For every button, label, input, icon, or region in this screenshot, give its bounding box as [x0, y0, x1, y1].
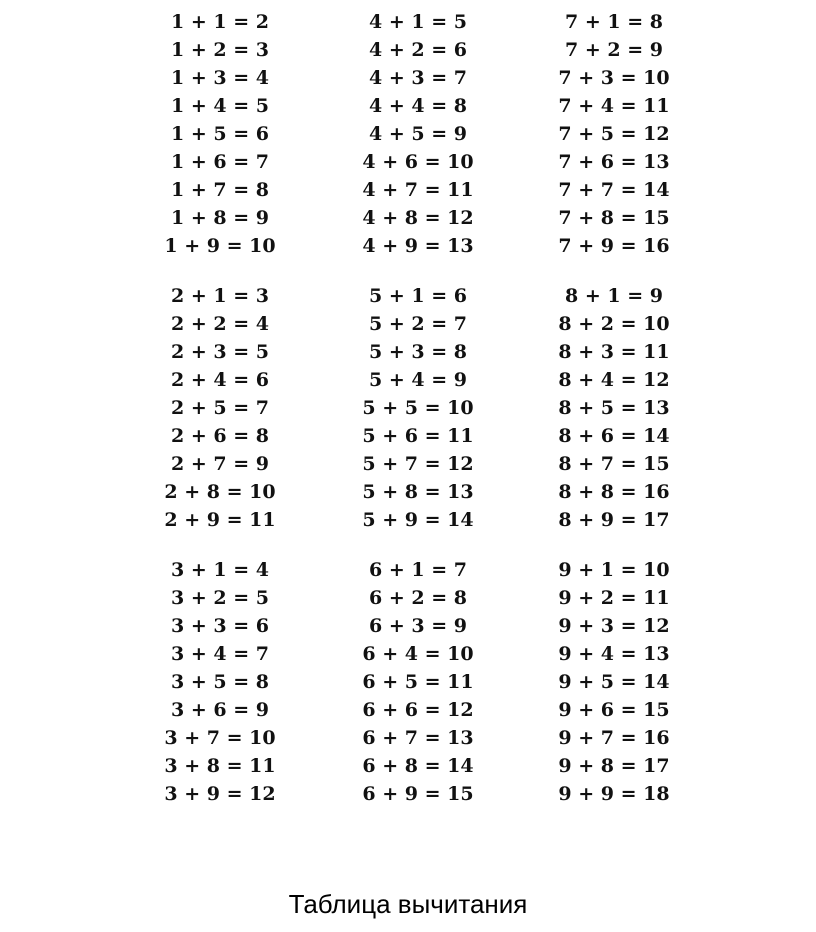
equation-row: 2 + 6 = 8 [171, 425, 269, 447]
equation-row: 4 + 5 = 9 [369, 123, 467, 145]
equation-row: 4 + 4 = 8 [369, 95, 467, 117]
equation-row: 7 + 5 = 12 [558, 123, 670, 145]
equation-row: 3 + 2 = 5 [171, 587, 269, 609]
equation-row: 1 + 5 = 6 [171, 123, 269, 145]
equation-row: 8 + 5 = 13 [558, 397, 670, 419]
equation-row: 9 + 1 = 10 [558, 559, 670, 581]
equation-row: 9 + 9 = 18 [558, 783, 670, 805]
equation-row: 8 + 8 = 16 [558, 481, 670, 503]
equation-row: 9 + 7 = 16 [558, 727, 670, 749]
equation-column [348, 8, 488, 260]
equation-row: 6 + 8 = 14 [362, 755, 474, 777]
equation-row: 1 + 7 = 8 [171, 179, 269, 201]
equation-row: 3 + 9 = 12 [164, 783, 276, 805]
equation-row: 2 + 3 = 5 [171, 341, 269, 363]
equation-row: 9 + 4 = 13 [558, 643, 670, 665]
equation-column [544, 556, 684, 808]
addition-table [0, 8, 816, 830]
equation-row: 3 + 8 = 11 [164, 755, 276, 777]
equation-row: 9 + 5 = 14 [558, 671, 670, 693]
equation-row: 6 + 2 = 8 [369, 587, 467, 609]
equation-row: 3 + 1 = 4 [171, 559, 269, 581]
equation-row: 1 + 3 = 4 [171, 67, 269, 89]
equation-row: 8 + 4 = 12 [558, 369, 670, 391]
equation-row: 2 + 9 = 11 [164, 509, 276, 531]
equation-row: 9 + 8 = 17 [558, 755, 670, 777]
equation-row: 2 + 2 = 4 [171, 313, 269, 335]
table-caption: Таблица вычитания [288, 889, 528, 919]
equation-row: 6 + 7 = 13 [362, 727, 474, 749]
equation-row: 4 + 2 = 6 [369, 39, 467, 61]
equation-row: 5 + 2 = 7 [369, 313, 467, 335]
equation-row: 9 + 2 = 11 [558, 587, 670, 609]
equation-row: 5 + 7 = 12 [362, 453, 474, 475]
equation-row: 7 + 1 = 8 [565, 11, 663, 33]
equation-row: 6 + 9 = 15 [362, 783, 474, 805]
equation-row: 1 + 2 = 3 [171, 39, 269, 61]
equation-row: 8 + 9 = 17 [558, 509, 670, 531]
equation-row: 5 + 4 = 9 [369, 369, 467, 391]
equation-row: 9 + 3 = 12 [558, 615, 670, 637]
equation-column [150, 8, 290, 260]
equation-row: 3 + 3 = 6 [171, 615, 269, 637]
equation-row: 6 + 3 = 9 [369, 615, 467, 637]
equation-row: 5 + 5 = 10 [362, 397, 474, 419]
equation-row: 5 + 6 = 11 [362, 425, 474, 447]
equation-row: 2 + 1 = 3 [171, 285, 269, 307]
equation-row: 7 + 6 = 13 [558, 151, 670, 173]
equation-row: 7 + 2 = 9 [565, 39, 663, 61]
equation-row: 6 + 6 = 12 [362, 699, 474, 721]
equation-column [150, 282, 290, 534]
equation-row: 7 + 3 = 10 [558, 67, 670, 89]
equation-row: 7 + 9 = 16 [558, 235, 670, 257]
equation-row: 6 + 5 = 11 [362, 671, 474, 693]
equation-column [150, 556, 290, 808]
equation-column [544, 282, 684, 534]
equation-column [348, 556, 488, 808]
equation-row: 9 + 6 = 15 [558, 699, 670, 721]
equation-row: 8 + 2 = 10 [558, 313, 670, 335]
equation-row: 7 + 8 = 15 [558, 207, 670, 229]
equation-row: 4 + 9 = 13 [362, 235, 474, 257]
equation-column [348, 282, 488, 534]
equation-block-3 [0, 556, 816, 808]
equation-row: 4 + 7 = 11 [362, 179, 474, 201]
equation-row: 7 + 4 = 11 [558, 95, 670, 117]
equation-row: 1 + 9 = 10 [164, 235, 276, 257]
equation-row: 3 + 7 = 10 [164, 727, 276, 749]
equation-block-2 [0, 282, 816, 534]
equation-row: 2 + 5 = 7 [171, 397, 269, 419]
equation-row: 8 + 7 = 15 [558, 453, 670, 475]
equation-row: 3 + 5 = 8 [171, 671, 269, 693]
equation-row: 4 + 3 = 7 [369, 67, 467, 89]
equation-row: 5 + 3 = 8 [369, 341, 467, 363]
equation-block-1 [0, 8, 816, 260]
equation-row: 5 + 9 = 14 [362, 509, 474, 531]
equation-row: 8 + 3 = 11 [558, 341, 670, 363]
equation-row: 2 + 7 = 9 [171, 453, 269, 475]
equation-row: 6 + 1 = 7 [369, 559, 467, 581]
equation-row: 7 + 7 = 14 [558, 179, 670, 201]
equation-row: 6 + 4 = 10 [362, 643, 474, 665]
equation-row: 1 + 8 = 9 [171, 207, 269, 229]
equation-row: 8 + 1 = 9 [565, 285, 663, 307]
equation-row: 4 + 8 = 12 [362, 207, 474, 229]
equation-row: 3 + 4 = 7 [171, 643, 269, 665]
equation-row: 8 + 6 = 14 [558, 425, 670, 447]
equation-row: 1 + 1 = 2 [171, 11, 269, 33]
equation-row: 5 + 1 = 6 [369, 285, 467, 307]
equation-row: 5 + 8 = 13 [362, 481, 474, 503]
equation-row: 1 + 6 = 7 [171, 151, 269, 173]
equation-row: 2 + 8 = 10 [164, 481, 276, 503]
equation-column [544, 8, 684, 260]
equation-row: 1 + 4 = 5 [171, 95, 269, 117]
equation-row: 3 + 6 = 9 [171, 699, 269, 721]
equation-row: 4 + 1 = 5 [369, 11, 467, 33]
equation-row: 4 + 6 = 10 [362, 151, 474, 173]
equation-row: 2 + 4 = 6 [171, 369, 269, 391]
